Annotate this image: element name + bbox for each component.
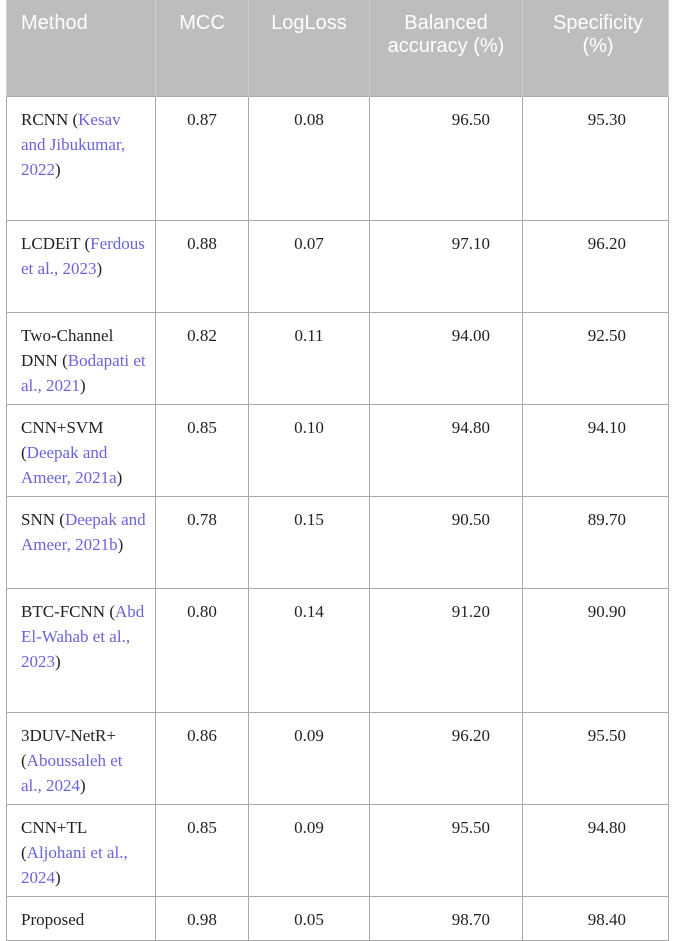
header-specificity — [523, 0, 669, 96]
method-name: Two-Channel DNN — [21, 325, 114, 370]
reference-link[interactable]: Abd El-Wahab et al., 2023 — [21, 601, 145, 671]
balanced-accuracy-cell: 96.20 — [370, 712, 523, 804]
method-name: CNN+SVM — [21, 417, 104, 437]
logloss-cell: 0.14 — [249, 588, 370, 712]
specificity-cell: 89.70 — [523, 496, 669, 588]
mcc-cell: 0.85 — [156, 804, 249, 896]
method-name: RCNN — [21, 109, 69, 129]
table-row — [7, 896, 669, 940]
reference-close-paren: ) — [116, 467, 123, 487]
method-cell: SNN (Deepak and Ameer, 2021b) — [7, 496, 156, 588]
method-cell: LCDEiT (Ferdous et al., 2023) — [7, 220, 156, 312]
specificity-cell: 92.50 — [523, 312, 669, 404]
table-row — [7, 220, 669, 312]
mcc-cell: 0.86 — [156, 712, 249, 804]
logloss-cell: 0.05 — [249, 896, 370, 940]
reference-link[interactable]: Deepak and Ameer, 2021a — [21, 442, 117, 487]
comparison-table — [6, 0, 669, 941]
reference-close-paren: ) — [55, 159, 61, 179]
header-method: Method — [7, 0, 156, 96]
method-name: LCDEiT — [21, 233, 81, 253]
balanced-accuracy-cell: 90.50 — [370, 496, 523, 588]
logloss-cell: 0.09 — [249, 804, 370, 896]
mcc-cell: 0.80 — [156, 588, 249, 712]
specificity-cell: 90.90 — [523, 588, 669, 712]
balanced-accuracy-cell: 94.00 — [370, 312, 523, 404]
reference-link[interactable]: Deepak and Ameer, 2021b — [21, 509, 146, 554]
header-logloss: LogLoss — [249, 0, 370, 96]
method-name: BTC-FCNN — [21, 601, 106, 621]
specificity-cell: 96.20 — [523, 220, 669, 312]
specificity-cell: 94.10 — [523, 404, 669, 496]
method-name: Proposed — [21, 909, 85, 929]
balanced-accuracy-cell: 97.10 — [370, 220, 523, 312]
method-name: 3DUV-NetR+ — [21, 725, 116, 745]
reference-link[interactable]: Aljohani et al., 2024 — [21, 842, 128, 887]
specificity-cell: 98.40 — [523, 896, 669, 940]
reference-close-paren: ) — [96, 258, 103, 278]
method-cell: BTC-FCNN (Abd El-Wahab et al., 2023) — [7, 588, 156, 712]
specificity-cell: 95.50 — [523, 712, 669, 804]
mcc-cell: 0.88 — [156, 220, 249, 312]
mcc-cell: 0.82 — [156, 312, 249, 404]
reference-close-paren: ) — [80, 775, 86, 795]
method-cell — [7, 896, 156, 940]
header-row — [7, 0, 669, 96]
reference-close-paren: ) — [55, 867, 61, 887]
table-row — [7, 312, 669, 404]
logloss-cell: 0.09 — [249, 712, 370, 804]
table-row — [7, 404, 669, 496]
mcc-cell: 0.78 — [156, 496, 249, 588]
specificity-cell: 94.80 — [523, 804, 669, 896]
balanced-accuracy-cell: 91.20 — [370, 588, 523, 712]
mcc-cell: 0.85 — [156, 404, 249, 496]
specificity-cell: 95.30 — [523, 96, 669, 220]
mcc-cell: 0.87 — [156, 96, 249, 220]
table-row — [7, 588, 669, 712]
method-cell: CNN+SVM (Deepak and Ameer, 2021a) — [7, 404, 156, 496]
logloss-cell: 0.08 — [249, 96, 370, 220]
method-name: SNN — [21, 509, 56, 529]
table-row — [7, 712, 669, 804]
reference-link[interactable]: Kesav and Jibukumar, 2022 — [21, 109, 126, 179]
reference-close-paren: ) — [55, 651, 61, 671]
reference-link[interactable]: Aboussaleh et al., 2024 — [21, 750, 123, 795]
balanced-accuracy-cell: 96.50 — [370, 96, 523, 220]
logloss-cell: 0.15 — [249, 496, 370, 588]
method-cell: Two-Channel DNN (Bodapati et al., 2021) — [7, 312, 156, 404]
balanced-accuracy-cell: 98.70 — [370, 896, 523, 940]
mcc-cell: 0.98 — [156, 896, 249, 940]
reference-close-paren: ) — [117, 534, 124, 554]
balanced-accuracy-cell: 94.80 — [370, 404, 523, 496]
logloss-cell: 0.07 — [249, 220, 370, 312]
table-body — [7, 96, 669, 940]
balanced-accuracy-cell: 95.50 — [370, 804, 523, 896]
method-cell: 3DUV-NetR+ (Aboussaleh et al., 2024) — [7, 712, 156, 804]
header-mcc: MCC — [156, 0, 249, 96]
table-header — [7, 0, 669, 96]
logloss-cell: 0.10 — [249, 404, 370, 496]
header-balanced-accuracy-text: Balanced accuracy (%) — [387, 12, 505, 57]
table-row — [7, 496, 669, 588]
logloss-cell: 0.11 — [249, 312, 370, 404]
method-cell: RCNN (Kesav and Jibukumar, 2022) — [7, 96, 156, 220]
table-row — [7, 804, 669, 896]
method-cell: CNN+TL (Aljohani et al., 2024) — [7, 804, 156, 896]
table-row — [7, 96, 669, 220]
header-specificity-text: Specificity (%) — [552, 12, 644, 57]
reference-link[interactable]: Bodapati et al., 2021 — [21, 350, 146, 395]
reference-link[interactable]: Ferdous et al., 2023 — [21, 233, 145, 278]
method-name: CNN+TL — [21, 817, 87, 837]
reference-close-paren: ) — [80, 375, 86, 395]
header-balanced-accuracy — [370, 0, 523, 96]
